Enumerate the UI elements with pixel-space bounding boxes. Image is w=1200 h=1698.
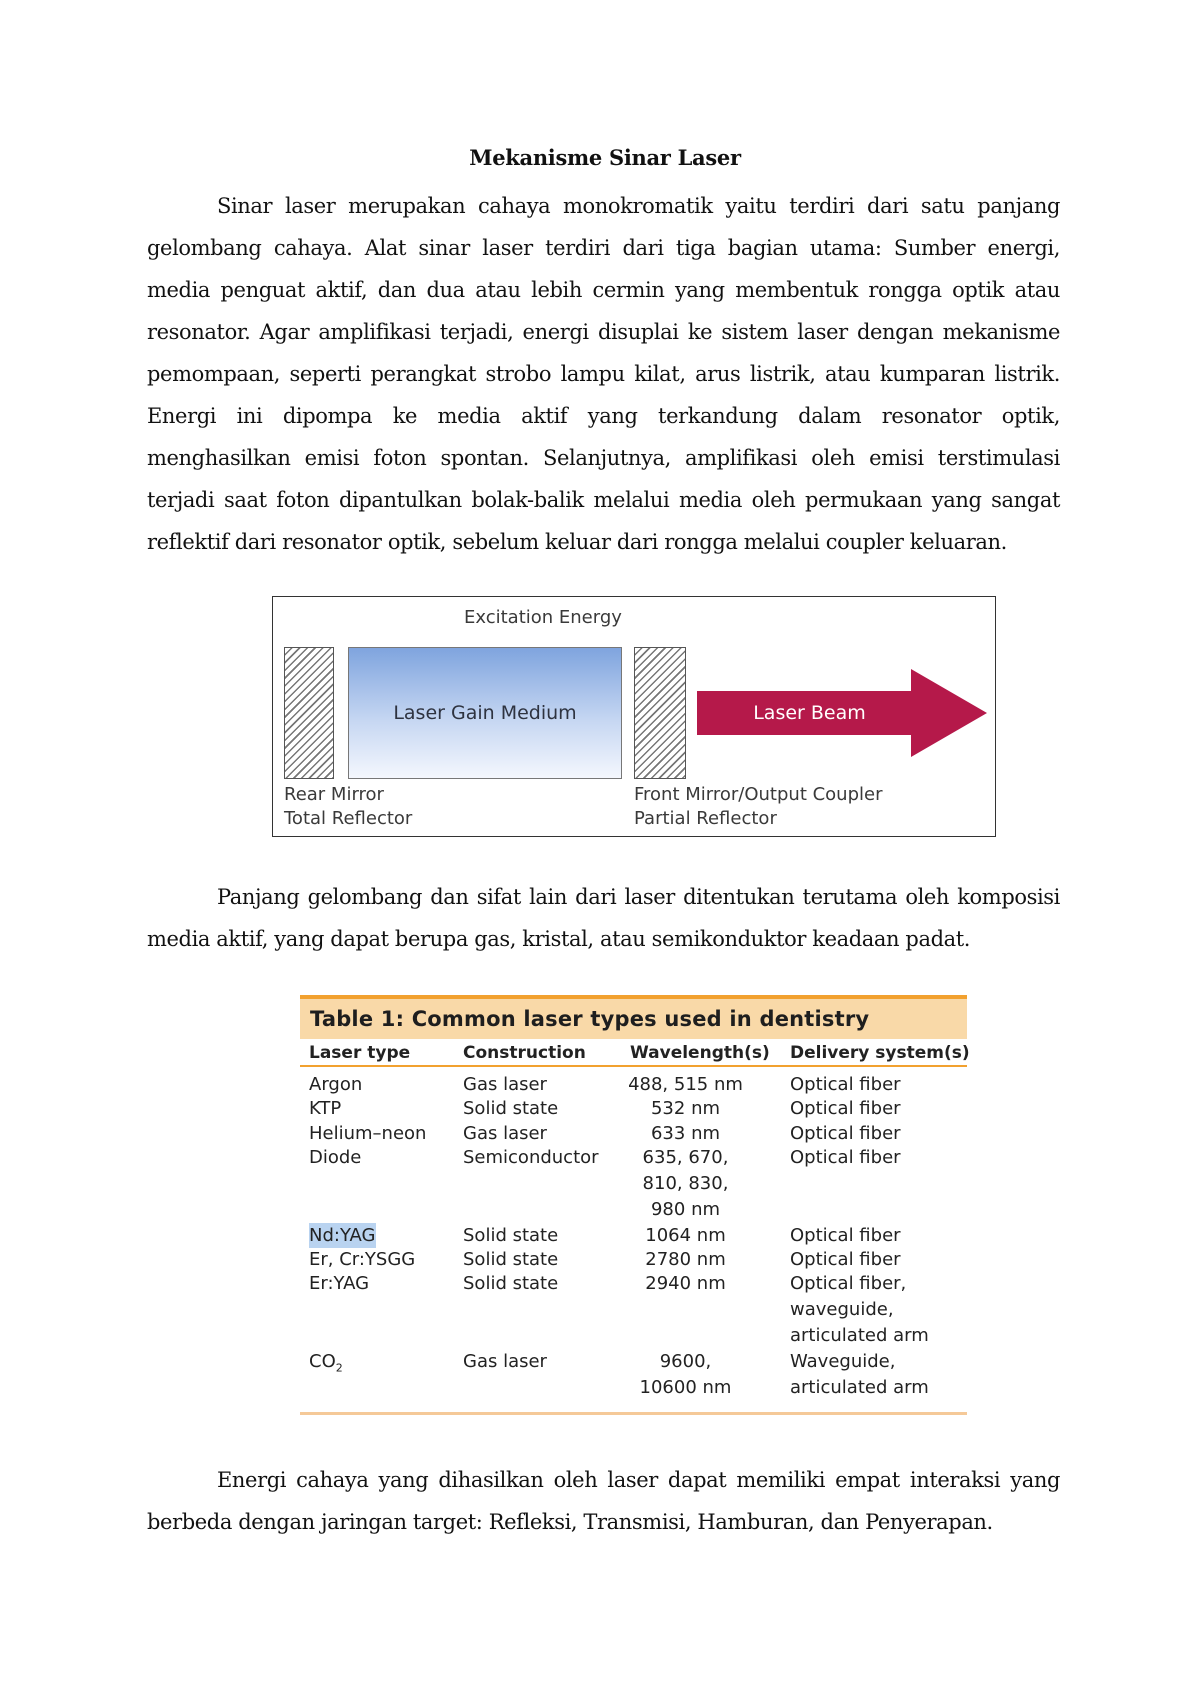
cell-delivery: articulated arm xyxy=(790,1325,929,1346)
paragraph-intro xyxy=(147,185,1060,563)
table-header-row xyxy=(300,1039,970,1067)
front-reflector-label: Partial Reflector xyxy=(634,808,777,829)
cell-delivery: articulated arm xyxy=(790,1377,929,1398)
cell-wavelength: 532 nm xyxy=(650,1098,721,1119)
cell-delivery: Optical fiber xyxy=(790,1249,901,1270)
paragraph-intro-text: Sinar laser merupakan cahaya monokromatik yaitu terdiri dari satu panjang gelombang cahaya. Alat sinar laser terdiri dari tiga bagian utama: Sumber energi, media penguat aktif, dan dua atau lebih cermin yang membentuk rongga optik atau resonator. Agar amplifikasi terjadi, energi disuplai ke sistem laser dengan mekanisme pemompaan, seperti perangkat strobo lampu kilat, arus listrik, atau kumparan listrik. Energi ini dipompa ke media aktif yang terkandung dalam resonator optik, menghasilkan emisi foton spontan. Selanjutnya, amplifikasi oleh emisi terstimulasi terjadi saat foton dipantulkan bolak-balik melalui media oleh permukaan yang sangat reflektif dari resonator optik, sebelum keluar dari rongga melalui coupler keluaran. xyxy=(147,194,1060,554)
rear-reflector-label: Total Reflector xyxy=(284,808,413,829)
rear-mirror-label: Rear Mirror xyxy=(284,784,384,805)
header-delivery: Delivery system(s) xyxy=(790,1043,970,1063)
cell-delivery: Optical fiber xyxy=(790,1098,901,1119)
cell-laser-type: Argon xyxy=(309,1074,363,1095)
cell-laser-type: Er, Cr:YSGG xyxy=(309,1249,416,1270)
cell-wavelength: 633 nm xyxy=(650,1123,721,1144)
cell-delivery: Optical fiber xyxy=(790,1147,901,1168)
cell-wavelength: 810, 830, xyxy=(642,1173,729,1194)
cell-wavelength: 2940 nm xyxy=(645,1273,726,1294)
cell-delivery: Optical fiber xyxy=(790,1074,901,1095)
header-construction: Construction xyxy=(463,1043,586,1063)
cell-construction: Gas laser xyxy=(463,1074,547,1095)
front-mirror xyxy=(634,647,686,779)
table-bottom-rule xyxy=(300,1412,967,1415)
cell-delivery: Waveguide, xyxy=(790,1351,896,1372)
cell-delivery: Optical fiber, xyxy=(790,1273,907,1294)
table-title: Table 1: Common laser types used in dentistry xyxy=(300,995,967,1039)
cell-construction: Solid state xyxy=(463,1249,559,1270)
paragraph-interactions xyxy=(147,1459,1060,1543)
cell-construction: Solid state xyxy=(463,1225,559,1246)
paragraph-interactions-text: Energi cahaya yang dihasilkan oleh laser dapat memiliki empat interaksi yang berbeda dengan jaringan target: Refleksi, Transmisi, Hamburan, dan Penyerapan. xyxy=(147,1468,1060,1534)
laser-diagram xyxy=(272,596,996,837)
cell-laser-type: Diode xyxy=(309,1147,362,1168)
paragraph-wavelength xyxy=(147,876,1060,960)
cell-laser-type: Helium–neon xyxy=(309,1123,427,1144)
cell-wavelength: 2780 nm xyxy=(645,1249,726,1270)
cell-laser-type: Er:YAG xyxy=(309,1273,370,1294)
rear-mirror xyxy=(284,647,334,779)
cell-wavelength: 10600 nm xyxy=(639,1377,732,1398)
laser-types-table xyxy=(300,995,970,1415)
header-wavelength: Wavelength(s) xyxy=(630,1043,770,1063)
cell-wavelength: 635, 670, xyxy=(642,1147,729,1168)
cell-construction: Semiconductor xyxy=(463,1147,599,1168)
cell-construction: Gas laser xyxy=(463,1351,547,1372)
cell-laser-type: KTP xyxy=(309,1098,342,1119)
paragraph-wavelength-text: Panjang gelombang dan sifat lain dari laser ditentukan terutama oleh komposisi media aktif, yang dapat berupa gas, kristal, atau semikonduktor keadaan padat. xyxy=(147,885,1060,951)
cell-delivery: waveguide, xyxy=(790,1299,894,1320)
cell-construction: Solid state xyxy=(463,1273,559,1294)
header-laser-type: Laser type xyxy=(309,1043,411,1063)
cell-delivery: Optical fiber xyxy=(790,1123,901,1144)
cell-wavelength: 488, 515 nm xyxy=(628,1074,743,1095)
excitation-energy-label: Excitation Energy xyxy=(464,607,622,628)
cell-delivery: Optical fiber xyxy=(790,1225,901,1246)
cell-construction: Gas laser xyxy=(463,1123,547,1144)
laser-gain-medium xyxy=(348,647,622,779)
laser-beam-label: Laser Beam xyxy=(753,702,866,724)
cell-laser-type: Nd:YAG xyxy=(309,1225,376,1246)
cell-laser-type xyxy=(309,1349,343,1381)
page-title: Mekanisme Sinar Laser xyxy=(469,145,741,170)
cell-construction: Solid state xyxy=(463,1098,559,1119)
cell-wavelength: 1064 nm xyxy=(645,1225,726,1246)
laser-gain-medium-label: Laser Gain Medium xyxy=(393,702,577,724)
co2-subscript: 2 xyxy=(335,1361,343,1375)
cell-wavelength: 9600, xyxy=(659,1351,712,1372)
cell-wavelength: 980 nm xyxy=(650,1199,721,1220)
co2-formula: CO xyxy=(309,1351,336,1372)
front-mirror-label: Front Mirror/Output Coupler xyxy=(634,784,883,805)
